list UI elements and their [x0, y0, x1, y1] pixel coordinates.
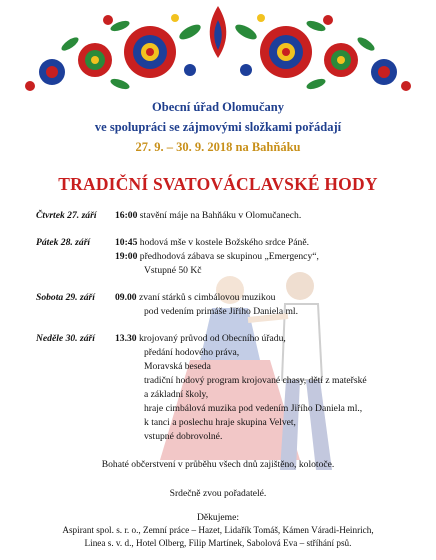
program-text: předhodová zábava se skupinou „Emergency“, [137, 251, 319, 262]
program-text: hodová mše v kostele Božského srdce Páně. [137, 237, 309, 248]
program-time: 10:45 [115, 237, 138, 248]
program-text: vstupné dobrovolné. [144, 431, 223, 442]
sponsors-line: Linea s. v. d., Hotel Olberg, Filip Martínek, Sabolová Eva – stříhání psů. [84, 538, 352, 548]
program-time: 19:00 [115, 251, 138, 262]
program-line [115, 251, 319, 262]
program-text: předání hodového práva, [144, 347, 240, 358]
program-text: k tanci a poslechu hraje skupina Velvet, [144, 417, 296, 428]
program-text: zvaní stárků s cimbálovou muzikou [136, 292, 276, 303]
program-text: stavění máje na Bahňáku v Olomučanech. [137, 210, 302, 221]
organizer-line: Obecní úřad Olomučany [152, 100, 284, 114]
invitation-note: Srdečně zvou pořadatelé. [169, 488, 267, 499]
program-text: Moravská beseda [144, 361, 211, 372]
program-line [115, 292, 275, 303]
refreshments-note: Bohaté občerstvení v průběhu všech dnů zajištěno, kolotoče. [101, 459, 335, 470]
day-sunday: Neděle 30. září [36, 333, 95, 344]
folk-ornament-icon [0, 0, 436, 102]
program-line [115, 333, 286, 344]
thanks-label: Děkujeme: [196, 512, 240, 523]
program-time: 13.30 [115, 333, 137, 344]
program-text: krojovaný průvod od Obecního úřadu, [136, 333, 286, 344]
program-text: a základní školy, [144, 389, 209, 400]
cooperation-line: ve spolupráci se zájmovými složkami pořádají [94, 120, 342, 134]
program-time: 09.00 [115, 292, 137, 303]
sponsors-line: Aspirant spol. s. r. o., Zemní práce – Hazet, Lidařík Tomáš, Kámen Váradi-Heinrich, [62, 525, 374, 535]
program-text: pod vedením primáše Jiřího Daniela ml. [144, 306, 298, 317]
program-text: Vstupné 50 Kč [144, 265, 202, 276]
program-text: tradiční hodový program krojované chasy, dětí z mateřské [144, 375, 367, 386]
day-friday: Pátek 28. září [36, 237, 91, 248]
program-time: 16:00 [115, 210, 138, 221]
date-location-line: 27. 9. – 30. 9. 2018 na Bahňáku [135, 140, 301, 154]
event-title: TRADIČNÍ SVATOVÁCLAVSKÉ HODY [58, 174, 378, 194]
program-text: hraje cimbálová muzika pod vedením Jiřího Daniela ml., [144, 403, 363, 414]
day-saturday: Sobota 29. září [36, 292, 95, 303]
program-line [115, 210, 301, 221]
program-line [115, 237, 309, 248]
day-thursday: Čtvrtek 27. září [36, 210, 97, 221]
